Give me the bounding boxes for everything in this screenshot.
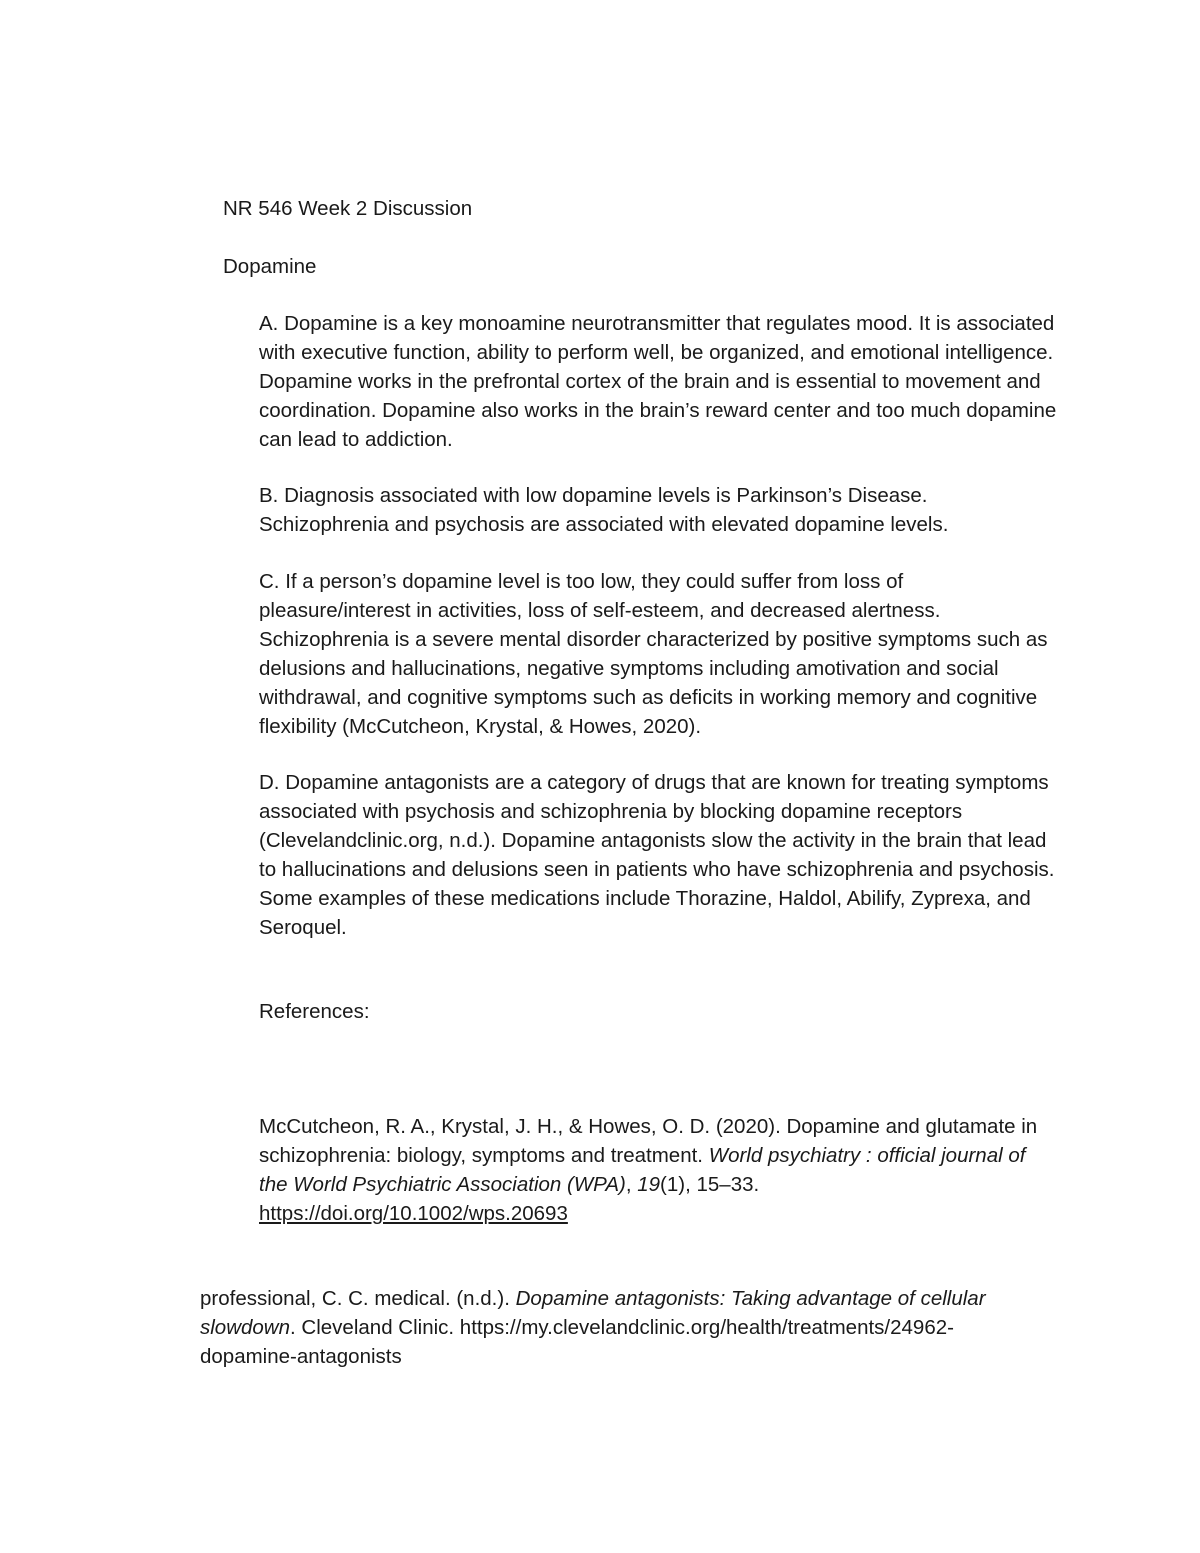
reference-publisher: . Cleveland Clinic. https://my.clevelandclinic.org/health/treatments/24962-dopamine-antagonists [200,1316,954,1368]
reference-volume: 19 [637,1173,661,1196]
paragraph-a: A. Dopamine is a key monoamine neurotransmitter that regulates mood. It is associated with executive function, ability to perform well, be organized, and emotional intelligence. Dopamine works in the prefrontal cortex of the brain and is essential to movement and coordination. Dopamine also works in the brain’s reward center and too much dopamine can lead to addiction. [259,312,1057,451]
references-heading: References: [259,1000,370,1023]
reference-title: Dopamine antagonists: Taking advantage of cellular slowdown [200,1287,986,1339]
reference-entry [200,1284,1040,1371]
reference-volume-separator: , [625,1173,638,1196]
paragraph-d: D. Dopamine antagonists are a category of drugs that are known for treating symptoms associated with psychosis and schizophrenia by blocking dopamine receptors (Clevelandclinic.org, n.d.). Dopamine antagonists slow the activity in the brain that lead to hallucinations and delusions seen in patients who have schizophrenia and psychosis. Some examples of these medications include Thorazine, Haldol, Abilify, Zyprexa, and Seroquel. [259,771,1055,939]
reference-entry [259,1112,1059,1228]
reference-doi-link[interactable]: https://doi.org/10.1002/wps.20693 [259,1202,568,1225]
paragraph-b: B. Diagnosis associated with low dopamine levels is Parkinson’s Disease. Schizophrenia and psychosis are associated with elevated dopamine levels. [259,484,949,536]
reference-authors: McCutcheon, R. A., Krystal, J. H., & Howes, O. D. (2020). Dopamine and glutamate in schizophrenia: biology, symptoms and treatment. [259,1115,1038,1167]
reference-issue-pages: (1), 15–33. [660,1173,760,1196]
reference-journal: World psychiatry : official journal of the World Psychiatric Association (WPA) [259,1144,1026,1196]
paragraph-c: C. If a person’s dopamine level is too low, they could suffer from loss of pleasure/interest in activities, loss of self-esteem, and decreased alertness. Schizophrenia is a severe mental disorder characterized by positive symptoms such as delusions and hallucinations, negative symptoms including amotivation and social withdrawal, and cognitive symptoms such as deficits in working memory and cognitive flexibility (McCutcheon, Krystal, & Howes, 2020). [259,570,1048,738]
section-heading: Dopamine [223,255,317,278]
reference-authors: professional, C. C. medical. (n.d.). [200,1287,510,1310]
document-title: NR 546 Week 2 Discussion [223,197,473,220]
